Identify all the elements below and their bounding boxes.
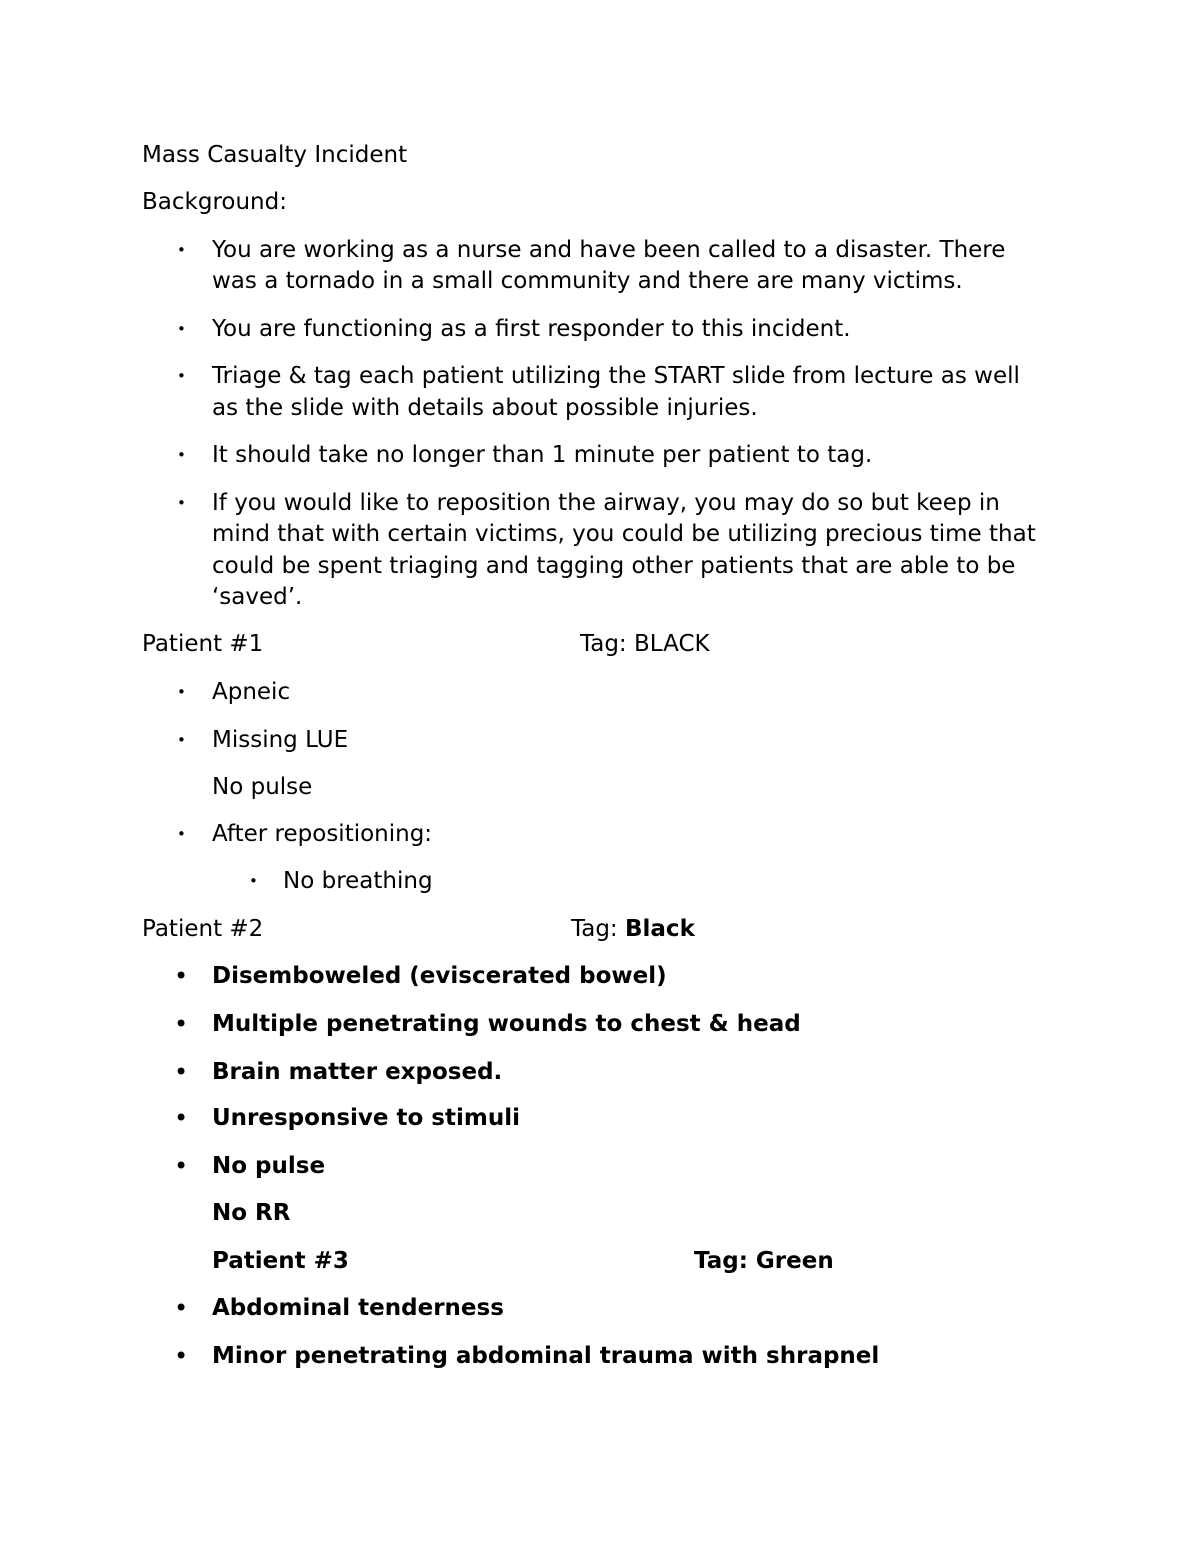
patient-2-item-2: Multiple penetrating wounds to chest & head xyxy=(212,1011,801,1037)
patient-1-label: Patient #1 xyxy=(142,631,264,657)
background-item-4: It should take no longer than 1 minute per patient to tag. xyxy=(212,442,873,468)
background-item-5-line-3: could be spent triaging and tagging other patients that are able to be xyxy=(212,553,1016,579)
patient-2-tag-value: Black xyxy=(625,916,695,942)
bullet-icon: • xyxy=(177,683,186,701)
bullet-icon: • xyxy=(177,825,186,843)
patient-1-tag xyxy=(580,629,710,659)
patient-3-tag: Tag: Green xyxy=(694,1248,834,1274)
document-title: Mass Casualty Incident xyxy=(142,142,408,168)
patient-2-item-5: No pulse xyxy=(212,1153,326,1179)
bullet-icon: • xyxy=(174,1152,189,1180)
patient-2-item-3: Brain matter exposed. xyxy=(212,1059,503,1085)
patient-1-tag-value: BLACK xyxy=(634,631,710,657)
patient-2-item-4: Unresponsive to stimuli xyxy=(212,1105,520,1131)
background-item-5-line-2: mind that with certain victims, you could be utilizing precious time that xyxy=(212,521,1036,547)
bullet-icon: • xyxy=(249,872,258,890)
background-item-1-line-1: You are working as a nurse and have been called to a disaster. There xyxy=(212,237,1006,263)
bullet-icon: • xyxy=(177,241,186,259)
bullet-icon: • xyxy=(174,1104,189,1132)
patient-1-tag-prefix: Tag: xyxy=(580,631,627,657)
bullet-icon: • xyxy=(174,1058,189,1086)
background-heading: Background: xyxy=(142,189,287,215)
bullet-icon: • xyxy=(177,320,186,338)
bullet-icon: • xyxy=(174,1010,189,1038)
bullet-icon: • xyxy=(174,962,189,990)
patient-1-sub-item: No breathing xyxy=(283,868,433,894)
patient-3-label: Patient #3 xyxy=(212,1248,349,1274)
bullet-icon: • xyxy=(177,446,186,464)
patient-1-item-2: Missing LUE xyxy=(212,727,349,753)
bullet-icon: • xyxy=(177,731,186,749)
patient-2-note: No RR xyxy=(212,1200,291,1226)
patient-1-item-1: Apneic xyxy=(212,679,291,705)
patient-2-tag-prefix: Tag: xyxy=(571,916,618,942)
bullet-icon: • xyxy=(177,494,186,512)
background-item-2: You are functioning as a first responder to this incident. xyxy=(212,316,851,342)
patient-2-tag xyxy=(571,914,695,944)
background-item-3-line-1: Triage & tag each patient utilizing the START slide from lecture as well xyxy=(212,363,1020,389)
patient-2-item-1: Disemboweled (eviscerated bowel) xyxy=(212,963,667,989)
patient-2-label: Patient #2 xyxy=(142,916,264,942)
background-item-5-line-4: ‘saved’. xyxy=(212,584,303,610)
background-item-3-line-2: as the slide with details about possible injuries. xyxy=(212,395,758,421)
background-item-5-line-1: If you would like to reposition the airway, you may do so but keep in xyxy=(212,490,1000,516)
patient-3-item-1: Abdominal tenderness xyxy=(212,1295,504,1321)
patient-3-item-2: Minor penetrating abdominal trauma with shrapnel xyxy=(212,1343,880,1369)
bullet-icon: • xyxy=(177,367,186,385)
bullet-icon: • xyxy=(174,1294,189,1322)
patient-1-after: After repositioning: xyxy=(212,821,433,847)
bullet-icon: • xyxy=(174,1342,189,1370)
patient-1-note: No pulse xyxy=(212,774,313,800)
background-item-1-line-2: was a tornado in a small community and there are many victims. xyxy=(212,268,963,294)
